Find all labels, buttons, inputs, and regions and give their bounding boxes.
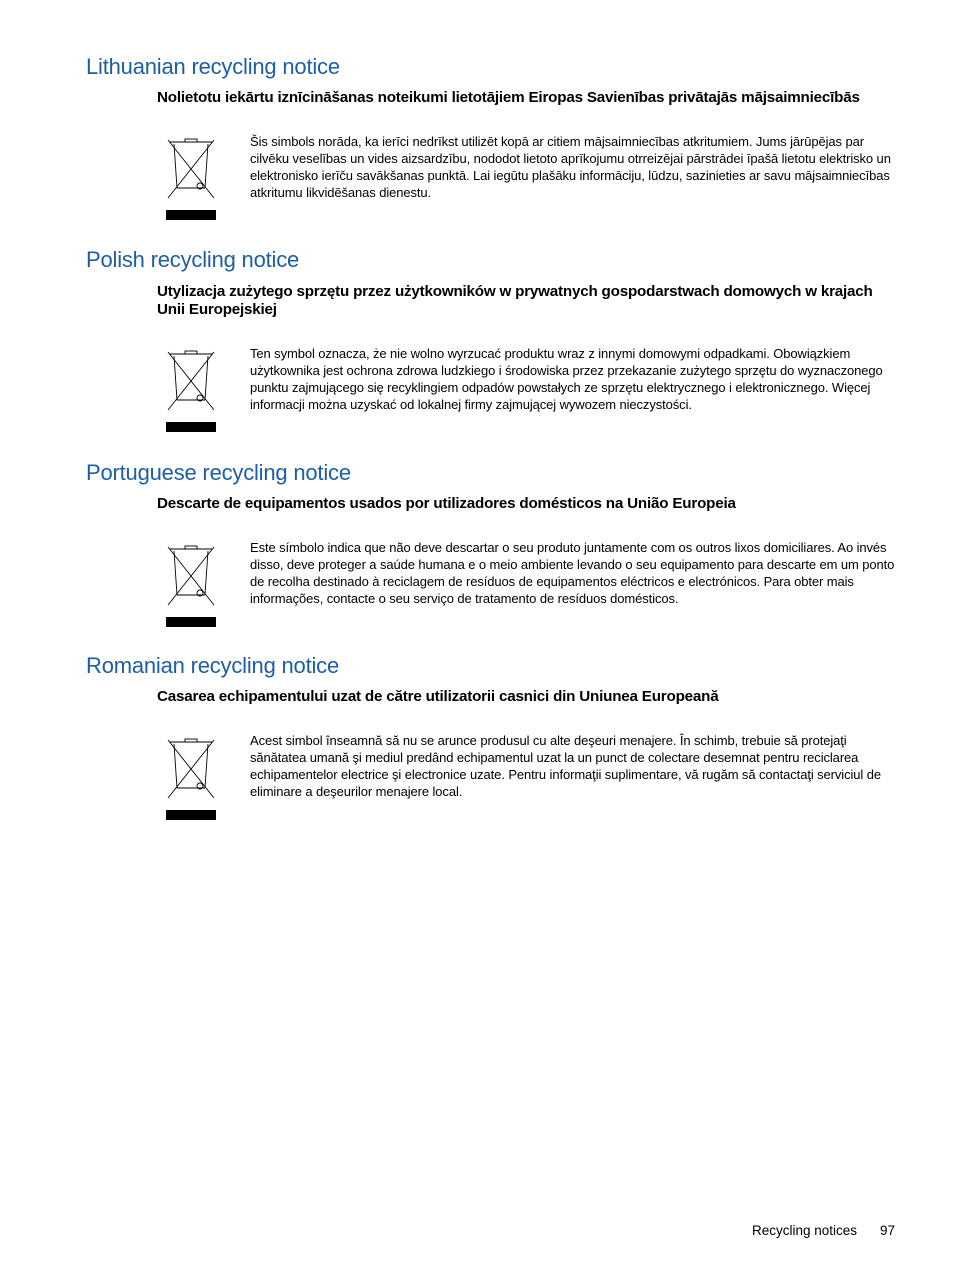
weee-crossed-bin-icon [166,348,216,432]
page-number: 97 [880,1223,896,1238]
section-title: Portuguese recycling notice [86,460,351,485]
footer-section-label: Recycling notices [752,1223,858,1238]
section-body: Šis simbols norāda, ka ierīci nedrīkst utilizēt kopā ar citiem mājsaimniecības atkritumiem. Jums jārūpējas par cilvēku veselības un vides aizsardzību, nododot lietoto aprīkojumu otrreizējai pārstrādei īpašā lietotu elektrisko un elektronisko ierīču savākšanas punktā. Lai iegūtu plašāku informāciju, lūdzu, sazinieties ar savu mājsaimniecības atkritumu likvidēšanas dienestu. [250,134,891,200]
section-body: Acest simbol înseamnă să nu se arunce produsul cu alte deşeuri menajere. În schimb, trebuie să protejaţi sănătatea umană şi mediul predând echipamentul uzat la un punct de colectare desemnat pentru reciclarea echipamentelor electrice şi electronice uzate. Pentru informaţii suplimentare, vă rugăm să contactaţi serviciul de eliminare a deşeurilor menajere local. [250,733,881,799]
section-subtitle: Nolietotu iekārtu iznīcināšanas noteikumi lietotājiem Eiropas Savienības privātajās mājsaimniecībās [157,89,860,106]
section-subtitle: Descarte de equipamentos usados por utilizadores domésticos na União Europeia [157,495,736,512]
weee-crossed-bin-icon [166,543,216,627]
section-body: Este símbolo indica que não deve descartar o seu produto juntamente com os outros lixos domiciliares. Ao invés disso, deve proteger a saúde humana e o meio ambiente levando o seu equipamento para descarte em um ponto de recolha destinado à reciclagem de resíduos de equipamentos eléctricos e electrónicos. Para obter mais informações, contacte o seu serviço de tratamento de resíduos domésticos. [250,540,895,606]
section-body: Ten symbol oznacza, że nie wolno wyrzucać produktu wraz z innymi domowymi odpadkami. Obowiązkiem użytkownika jest ochrona zdrowa ludzkiego i środowiska przez przekazanie zużytego sprzętu do wyznaczonego punktu zajmującego się recyklingiem odpadów powstałych ze sprzętu elektrycznego i elektronicznego. Więcej informacji można uzyskać od lokalnej firmy zajmującej wywozem nieczystości. [250,346,883,412]
section-title: Polish recycling notice [86,247,300,272]
weee-crossed-bin-icon [166,136,216,220]
weee-crossed-bin-icon [166,736,216,820]
section-subtitle: Utylizacja zużytego sprzętu przez użytkowników w prywatnych gospodarstwach domowych w krajach Unii Europejskiej [157,283,873,318]
section-subtitle: Casarea echipamentului uzat de către utilizatorii casnici din Uniunea Europeană [157,688,719,705]
section-title: Romanian recycling notice [86,653,340,678]
section-title: Lithuanian recycling notice [86,54,340,79]
